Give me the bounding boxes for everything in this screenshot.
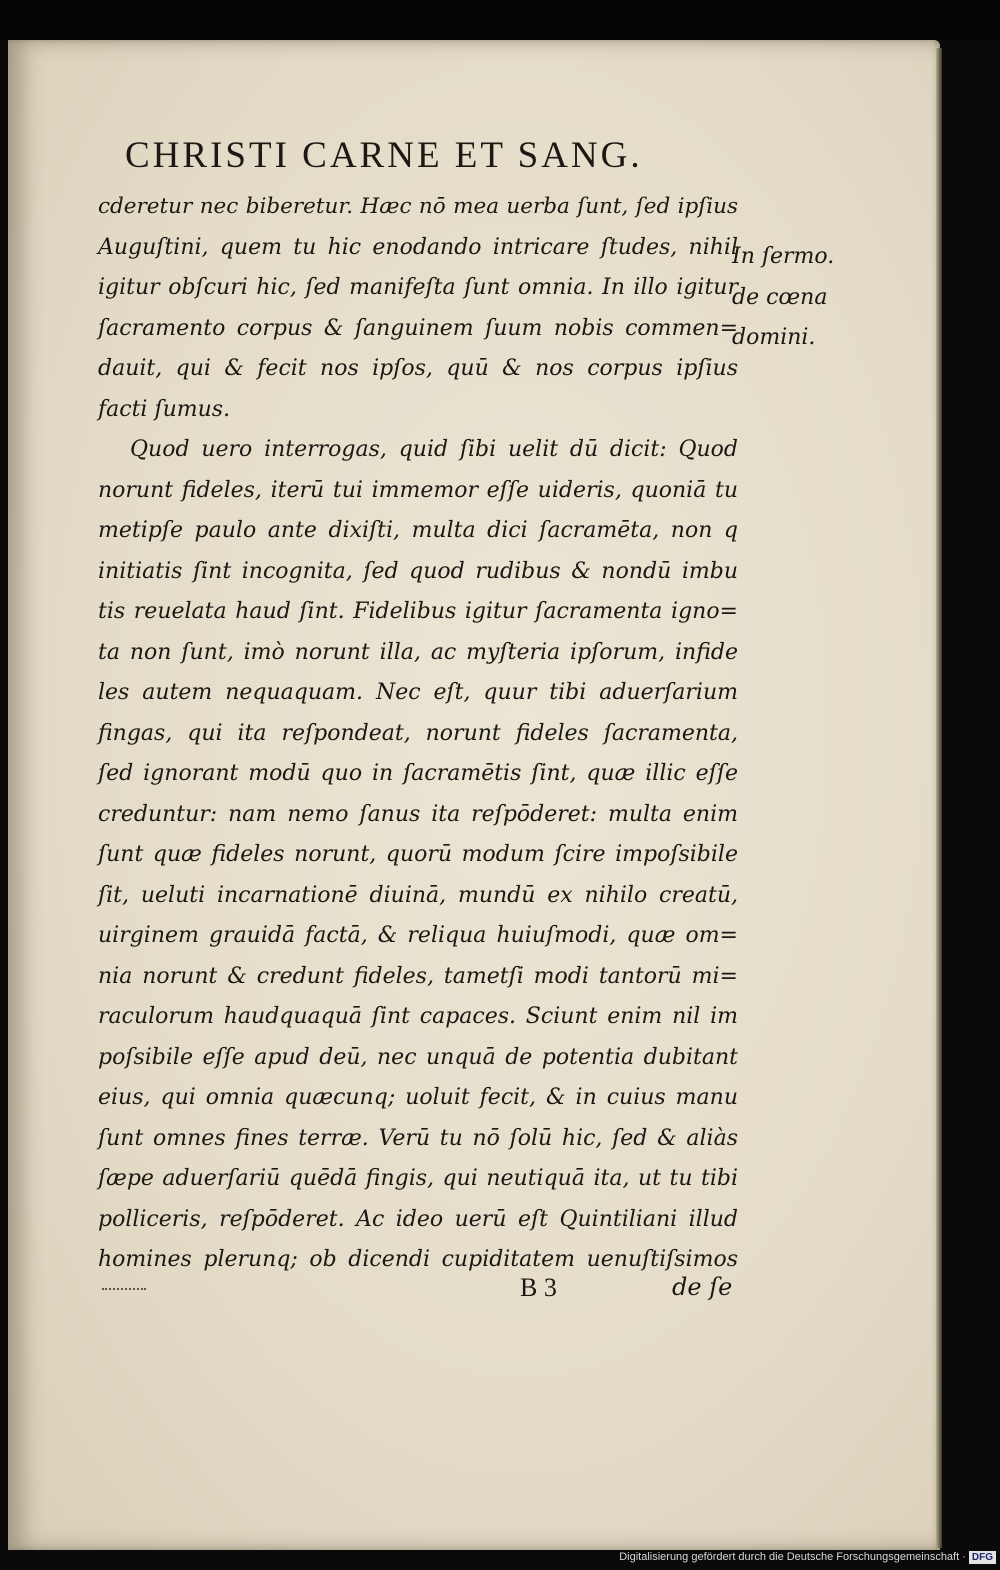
- signature-mark: B 3: [520, 1273, 557, 1302]
- text-line: metipſe paulo ante dixiſti, multa dici ſacramēta, non q: [98, 518, 738, 543]
- marginal-note: [732, 237, 862, 359]
- text-line: eius, qui omnia quæcunq; uoluit fecit, & in cuius manu: [98, 1085, 738, 1110]
- text-line: norunt fideles, iterū tui immemor eſſe uideris, quoniā tu: [98, 477, 738, 503]
- text-line: ſunt omnes fines terræ. Verū tu nō ſolū hic, ſed & aliàs: [98, 1125, 738, 1151]
- text-line: les autem nequaquam. Nec eſt, quur tibi aduerſarium: [98, 680, 738, 705]
- text-line: polliceris, reſpōderet. Ac ideo uerū eſt Quintiliani illud: [98, 1206, 738, 1232]
- text-line: Quod uero interrogas, quid ſibi uelit dū dicit: Quod: [130, 437, 738, 462]
- text-line: ſæpe aduerſariū quēdā fingis, qui neutiquā ita, ut tu tibi: [98, 1166, 738, 1191]
- text-line: creduntur: nam nemo ſanus ita reſpōderet: multa enim: [98, 801, 738, 827]
- marginal-note-line: domini.: [732, 325, 816, 350]
- text-line: cderetur nec biberetur. Hæc nō mea uerba ſunt, ſed ipſius: [98, 194, 738, 219]
- text-line: uirginem grauidā factā, & reliqua huiuſmodi, quæ om=: [98, 923, 738, 948]
- text-line: raculorum haudquaquā ſint capaces. Sciunt enim nil im: [98, 1004, 738, 1029]
- text-line: ſunt quæ fideles norunt, quorū modum ſcire impoſsibile: [98, 842, 738, 867]
- text-line: homines plerunq; ob dicendi cupiditatem uenuſtiſsimos: [98, 1247, 738, 1272]
- page-edge: [936, 48, 942, 1548]
- text-line: initiatis ſint incognita, ſed quod rudibus & nondū imbu: [98, 558, 738, 584]
- text-line: poſsibile eſſe apud deū, nec unquā de potentia dubitant: [98, 1044, 738, 1070]
- catchword: de ſe: [672, 1273, 733, 1301]
- text-line: nia norunt & credunt fideles, tametſi modi tantorū mi=: [98, 963, 738, 989]
- text-line: ſacramento corpus & ſanguinem ſuum nobis commen=: [98, 315, 738, 341]
- text-line: tis reuelata haud ſint. Fidelibus igitur ſacramenta igno=: [98, 599, 738, 624]
- ink-smudge: [102, 1282, 146, 1290]
- text-line: dauit, qui & fecit nos ipſos, quū & nos corpus ipſius: [98, 356, 738, 381]
- running-head: CHRISTI CARNE ET SANG.: [125, 135, 643, 176]
- text-line: fingas, qui ita reſpondeat, norunt fideles ſacramenta,: [98, 720, 738, 746]
- text-line: ta non ſunt, imò norunt illa, ac myſteria ipſorum, infide: [98, 639, 738, 665]
- marginal-note-line: In ſermo.: [732, 244, 835, 269]
- digitization-credit: [560, 1551, 996, 1567]
- text-line: Auguſtini, quem tu hic enodando intricare ſtudes, nihil: [98, 234, 738, 260]
- text-line: igitur obſcuri hic, ſed manifeſta ſunt omnia. In illo igitur: [98, 275, 738, 300]
- text-line: ſit, ueluti incarnationē diuinā, mundū ex nihilo creatū,: [98, 882, 738, 908]
- dfg-logo: DFG: [969, 1551, 996, 1564]
- marginal-note-line: de cœna: [732, 284, 828, 310]
- credit-text: Digitalisierung gefördert durch die Deutsche Forschungsgemeinschaft ·: [619, 1551, 966, 1563]
- scan-top-border: [0, 0, 1000, 40]
- body-text: [98, 187, 738, 1307]
- text-line: ſed ignorant modū quo in ſacramētis ſint, quæ illic eſſe: [98, 761, 738, 786]
- text-line: facti ſumus.: [98, 396, 231, 422]
